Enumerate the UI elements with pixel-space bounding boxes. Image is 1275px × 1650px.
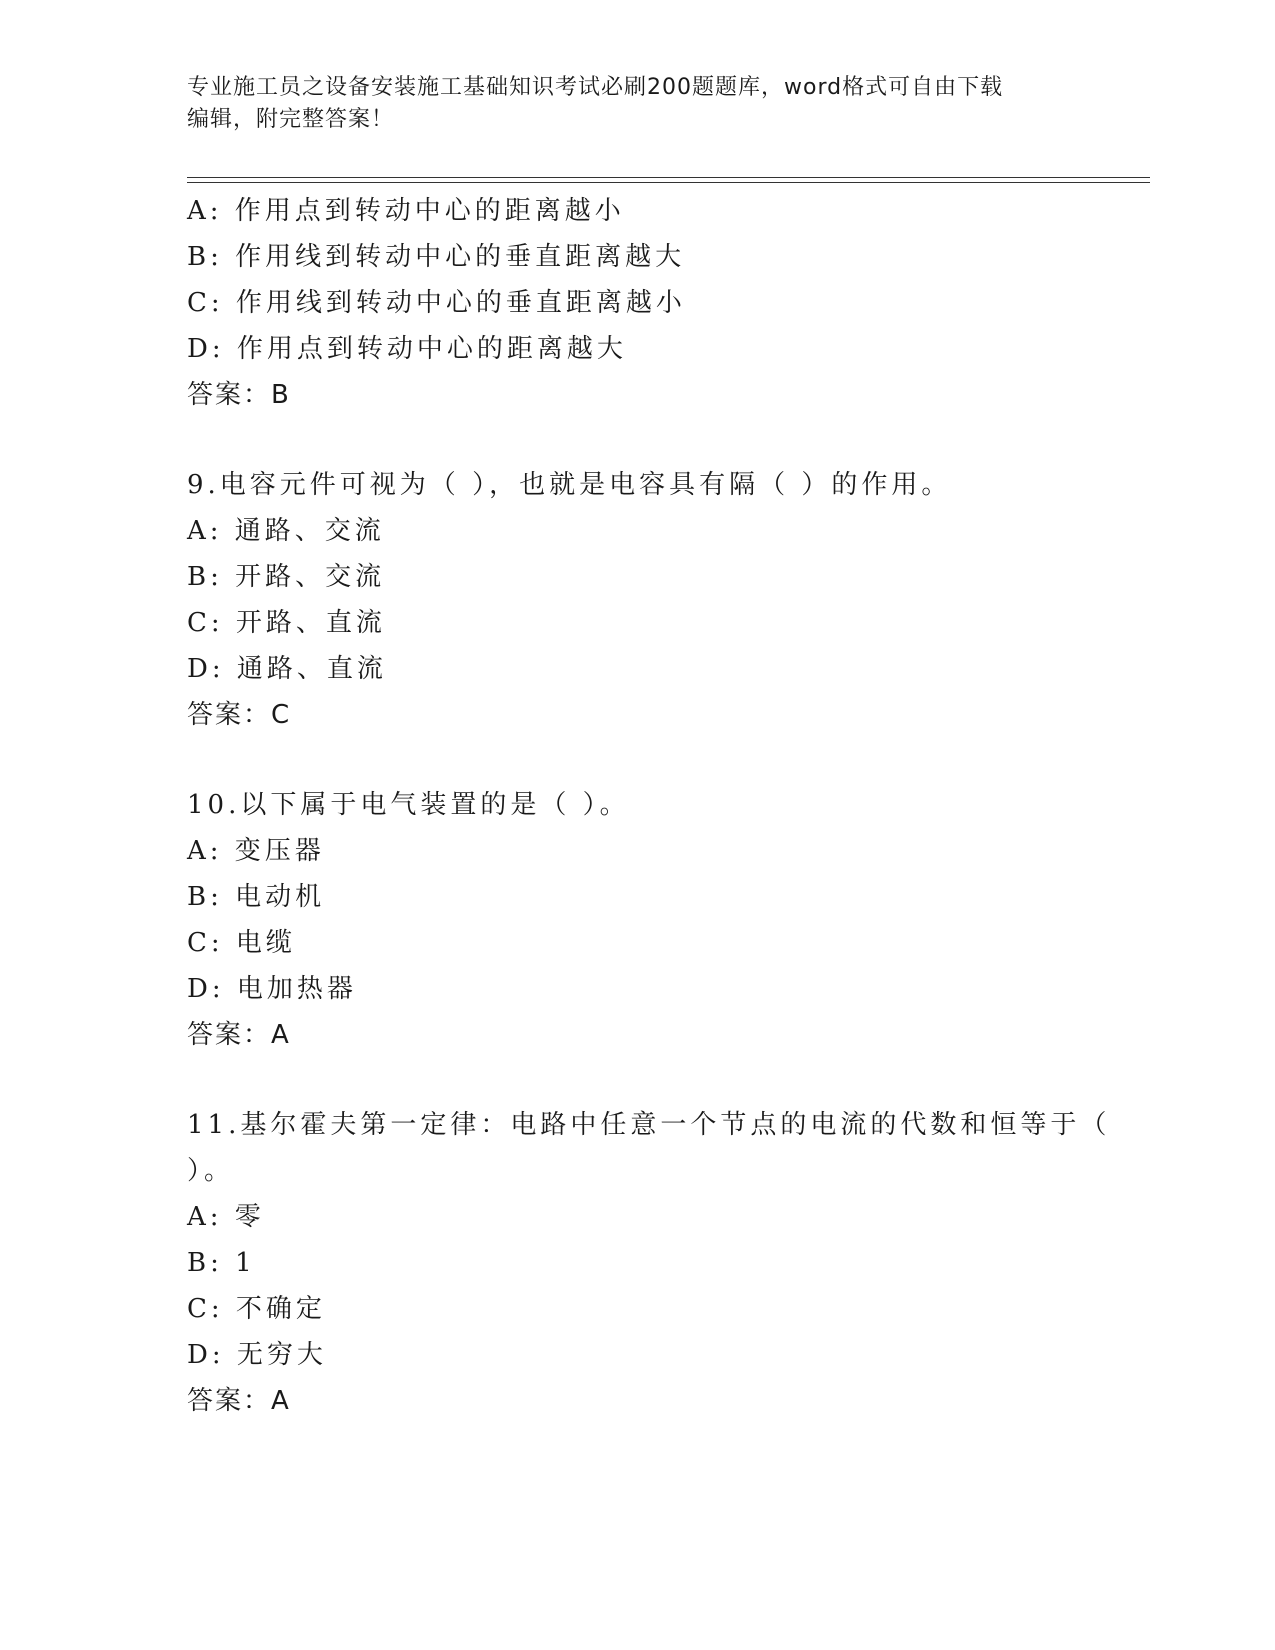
document-title-line-2: 编辑，附完整答案！ <box>187 107 395 132</box>
question-stem-line-2: ）。 <box>187 1156 235 1186</box>
question-11 <box>187 1102 1111 1424</box>
option-a: A: 变压器 <box>187 836 325 866</box>
option-d: D: 通路、直流 <box>187 654 387 684</box>
option-b: B: 开路、交流 <box>187 562 386 592</box>
option-d: D: 无穷大 <box>187 1340 327 1370</box>
option-c: C: 开路、直流 <box>187 608 386 638</box>
option-d: D: 电加热器 <box>187 974 357 1004</box>
document-header <box>187 72 1067 136</box>
spacer <box>187 418 1107 462</box>
question-stem-line-1: 11.基尔霍夫第一定律：电路中任意一个节点的电流的代数和恒等于（ <box>187 1110 1111 1140</box>
spacer <box>187 1058 1107 1102</box>
option-a: A: 通路、交流 <box>187 516 385 546</box>
answer: 答案：C <box>187 700 292 730</box>
question-10 <box>187 782 1107 1058</box>
document-title-line-1: 专业施工员之设备安装施工基础知识考试必刷200题题库，word格式可自由下载 <box>187 75 1004 100</box>
answer: 答案：A <box>187 1020 291 1050</box>
option-c: C: 不确定 <box>187 1294 326 1324</box>
question-8 <box>187 188 1107 418</box>
option-a: A: 作用点到转动中心的距离越小 <box>187 196 625 226</box>
question-stem: 9.电容元件可视为（ ），也就是电容具有隔（ ）的作用。 <box>187 470 952 500</box>
question-stem: 10.以下属于电气装置的是（ ）。 <box>187 790 630 820</box>
question-9 <box>187 462 1107 738</box>
option-a: A: 零 <box>187 1202 265 1232</box>
question-list <box>187 188 1111 1424</box>
option-d: D: 作用点到转动中心的距离越大 <box>187 334 627 364</box>
answer: 答案：A <box>187 1386 291 1416</box>
spacer <box>187 738 1107 782</box>
option-c: C: 作用线到转动中心的垂直距离越小 <box>187 288 686 318</box>
option-b: B: 1 <box>187 1248 256 1278</box>
header-divider-top <box>187 177 1150 178</box>
option-b: B: 电动机 <box>187 882 326 912</box>
answer: 答案：B <box>187 380 291 410</box>
header-divider-bottom <box>187 182 1150 183</box>
option-b: B: 作用线到转动中心的垂直距离越大 <box>187 242 686 272</box>
option-c: C: 电缆 <box>187 928 296 958</box>
